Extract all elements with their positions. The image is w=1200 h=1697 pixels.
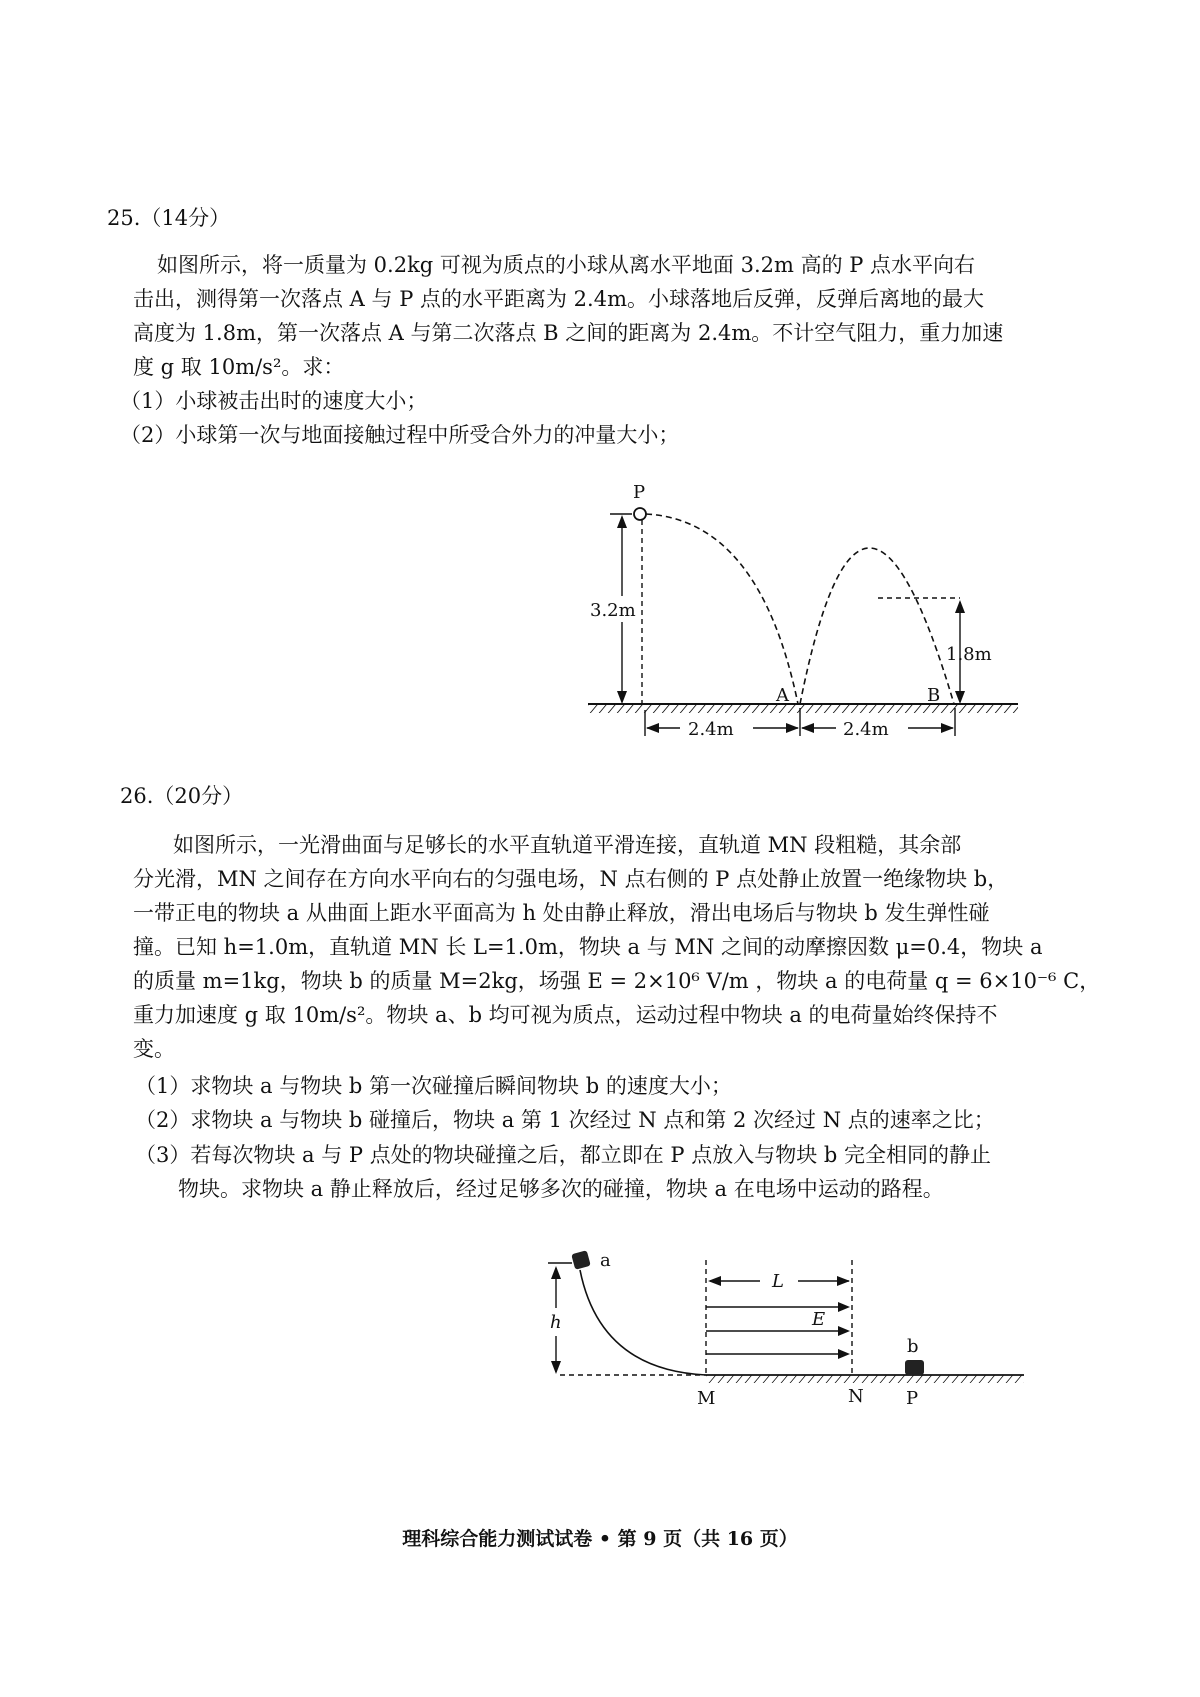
label-E: E [812,1309,826,1330]
label-N: N [848,1386,864,1407]
label-height-1-8m: 1.8m [946,644,992,665]
label-h: h [550,1312,562,1333]
label-height-3-2m: 3.2m [590,600,636,621]
trajectory-A-to-B [800,548,954,704]
page-footer: 理科综合能力测试试卷 • 第 9 页（共 16 页） [402,1528,798,1550]
question-26-header: 26.（20分） [120,784,244,808]
label-A: A [776,685,789,706]
question-25-text-line-4: 度 g 取 10m/s²。求： [133,355,345,379]
figure-25-projectile-diagram [0,0,1200,760]
question-26-text-line-2: 分光滑，MN 之间存在方向水平向右的匀强电场，N 点右侧的 P 点处静止放置一绝缘物块 b， [133,867,1009,891]
trajectory-P-to-A [646,514,798,704]
label-B: B [927,685,941,706]
question-26-sub-3: （3）若每次物块 a 与 P 点处的物块碰撞之后，都立即在 P 点放入与物块 b 完全相同的静止 [135,1143,991,1167]
block-b [905,1360,924,1375]
question-26-text-line-7: 变。 [133,1037,175,1061]
label-P: P [906,1388,919,1409]
label-a: a [600,1250,611,1271]
question-25-sub-1: （1）小球被击出时的速度大小； [120,389,428,413]
figure-26-track-diagram [0,1230,1200,1430]
question-25-text-line-3: 高度为 1.8m，第一次落点 A 与第二次落点 B 之间的距离为 2.4m。不计空气阻力，重力加速 [133,321,1004,345]
question-25-sub-2: （2）小球第一次与地面接触过程中所受合外力的冲量大小； [120,423,680,447]
question-26-text-line-5: 的质量 m=1kg，物块 b 的质量 M=2kg，场强 E = 2×10⁶ V/m ，物块 a 的电荷量 q = 6×10⁻⁶ C， [133,969,1101,993]
question-25-header: 25.（14分） [107,206,231,230]
block-a [571,1250,591,1270]
label-dist-PA: 2.4m [688,719,734,740]
ground-hatching [588,704,1018,713]
question-26-sub-1: （1）求物块 a 与物块 b 第一次碰撞后瞬间物块 b 的速度大小； [135,1074,732,1098]
question-26-sub-2: （2）求物块 a 与物块 b 碰撞后，物块 a 第 1 次经过 N 点和第 2 次经过 N 点的速率之比； [135,1108,995,1132]
question-25-text-line-1: 如图所示，将一质量为 0.2kg 可视为质点的小球从离水平地面 3.2m 高的 P 点水平向右 [157,253,976,277]
question-26-text-line-3: 一带正电的物块 a 从曲面上距水平面高为 h 处由静止释放，滑出电场后与物块 b 发生弹性碰 [133,901,990,925]
ball-P [634,508,646,520]
label-dist-AB: 2.4m [843,719,889,740]
label-P: P [633,482,646,503]
question-25-text-line-2: 击出，测得第一次落点 A 与 P 点的水平距离为 2.4m。小球落地后反弹，反弹后离地的最大 [133,287,984,311]
question-26-text-line-6: 重力加速度 g 取 10m/s²。物块 a、b 均可视为质点，运动过程中物块 a 的电荷量始终保持不 [133,1003,998,1027]
track-hatching [706,1375,1024,1383]
question-26-text-line-1: 如图所示，一光滑曲面与足够长的水平直轨道平滑连接，直轨道 MN 段粗糙，其余部 [173,833,962,857]
question-26-sub-3-continued: 物块。求物块 a 静止释放后，经过足够多次的碰撞，物块 a 在电场中运动的路程。 [178,1177,944,1201]
smooth-curve-track [580,1270,706,1375]
question-26-text-line-4: 撞。已知 h=1.0m，直轨道 MN 长 L=1.0m，物块 a 与 MN 之间的动摩擦因数 μ=0.4，物块 a [133,935,1043,959]
label-L: L [772,1271,784,1292]
label-b: b [907,1336,919,1357]
label-M: M [697,1388,716,1409]
